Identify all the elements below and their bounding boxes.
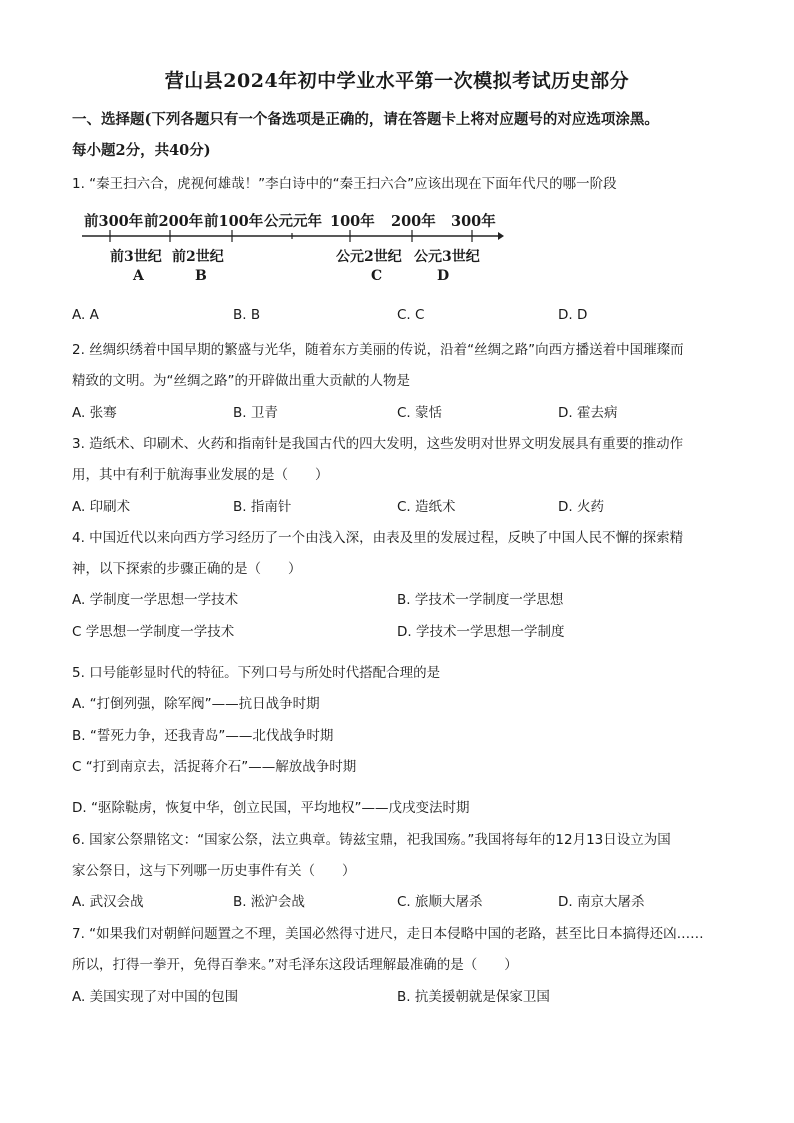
tick-label: 前200年 [144, 213, 204, 230]
q1-option-a[interactable]: A. A [72, 307, 99, 323]
q5-option-c[interactable]: C “打到南京去，活捉蒋介石”——解放战争时期 [72, 759, 357, 775]
period-letter: C [371, 268, 383, 284]
q6-option-a[interactable]: A. 武汉会战 [72, 894, 144, 910]
q4-option-c[interactable]: C 学思想一学制度一学技术 [72, 624, 235, 640]
tick-label: 公元元年 [264, 213, 322, 230]
period-label: 公元2世纪 [336, 249, 402, 265]
question-6: 6. 国家公祭鼎铭文：“国家公祭，法立典章。铸兹宝鼎，祀我国殇。”我国将每年的12月13日设立为国 [72, 832, 671, 848]
q1-option-d[interactable]: D. D [558, 307, 588, 323]
q7-option-b[interactable]: B. 抗美援朝就是保家卫国 [397, 989, 550, 1005]
q1-option-b[interactable]: B. B [233, 307, 261, 323]
q4-option-b[interactable]: B. 学技术一学制度一学思想 [397, 592, 564, 608]
q3-option-d[interactable]: D. 火药 [558, 499, 604, 515]
question-2: 2. 丝绸织绣着中国早期的繁盛与光华，随着东方美丽的传说，沿着“丝绸之路”向西方播送着中国璀璨而 [72, 342, 684, 358]
q1-option-c[interactable]: C. C [397, 307, 425, 323]
question-4: 4. 中国近代以来向西方学习经历了一个由浅入深，由表及里的发展过程，反映了中国人民不懈的探索精 [72, 530, 684, 546]
period-label: 前2世纪 [172, 249, 224, 265]
period-letter: B [195, 268, 207, 284]
tick-label: 100年 [330, 213, 375, 230]
section-heading-cont: 每小题2分，共40分) [72, 142, 211, 159]
q6-option-c[interactable]: C. 旅顺大屠杀 [397, 894, 483, 910]
period-label: 前3世纪 [110, 249, 162, 265]
q3-option-a[interactable]: A. 印刷术 [72, 499, 131, 515]
question-4-cont: 神，以下探索的步骤正确的是（ ） [72, 561, 302, 577]
question-5: 5. 口号能彰显时代的特征。下列口号与所处时代搭配合理的是 [72, 665, 441, 681]
tick-label: 300年 [451, 213, 496, 230]
question-7-cont: 所以，打得一拳开，免得百拳来。”对毛泽东这段话理解最准确的是（ ） [72, 957, 518, 973]
section-heading: 一、选择题(下列各题只有一个备选项是正确的，请在答题卡上将对应题号的对应选项涂黑。 [72, 111, 659, 128]
q2-option-d[interactable]: D. 霍去病 [558, 405, 618, 421]
q2-option-a[interactable]: A. 张骞 [72, 405, 117, 421]
q3-option-b[interactable]: B. 指南针 [233, 499, 292, 515]
q3-option-c[interactable]: C. 造纸术 [397, 499, 456, 515]
period-letter: D [437, 268, 450, 284]
q2-option-c[interactable]: C. 蒙恬 [397, 405, 443, 421]
question-3: 3. 造纸术、印刷术、火药和指南针是我国古代的四大发明，这些发明对世界文明发展具有重要的推动作 [72, 436, 684, 452]
q5-option-a[interactable]: A. “打倒列强，除军阀”——抗日战争时期 [72, 696, 320, 712]
page-title: 营山县2024年初中学业水平第一次模拟考试历史部分 [164, 70, 630, 92]
tick-label: 200年 [391, 213, 436, 230]
question-3-cont: 用，其中有利于航海事业发展的是（ ） [72, 467, 329, 483]
q6-option-d[interactable]: D. 南京大屠杀 [558, 894, 645, 910]
timeline-arrow [498, 232, 504, 240]
question-7: 7. “如果我们对朝鲜问题置之不理，美国必然得寸进尺，走日本侵略中国的老路，甚至比日本搞得还凶…… [72, 926, 704, 942]
q7-option-a[interactable]: A. 美国实现了对中国的包围 [72, 989, 239, 1005]
q5-option-d[interactable]: D. “驱除鞑虏，恢复中华，创立民国，平均地权”——戊戌变法时期 [72, 800, 470, 816]
tick-label: 前100年 [204, 213, 264, 230]
question-1: 1. “秦王扫六合，虎视何雄哉！”李白诗中的“秦王扫六合”应该出现在下面年代尺的哪一阶段 [72, 176, 617, 192]
period-letter: A [133, 268, 144, 284]
period-label: 公元3世纪 [414, 249, 480, 265]
question-2-cont: 精致的文明。为“丝绸之路”的开辟做出重大贡献的人物是 [72, 373, 410, 389]
q4-option-d[interactable]: D. 学技术一学思想一学制度 [397, 624, 565, 640]
q4-option-a[interactable]: A. 学制度一学思想一学技术 [72, 592, 239, 608]
q5-option-b[interactable]: B. “誓死力争，还我青岛”——北伐战争时期 [72, 728, 334, 744]
q2-option-b[interactable]: B. 卫青 [233, 405, 278, 421]
question-6-cont: 家公祭日，这与下列哪一历史事件有关（ ） [72, 863, 356, 879]
q6-option-b[interactable]: B. 淞沪会战 [233, 894, 305, 910]
tick-label: 前300年 [84, 213, 144, 230]
